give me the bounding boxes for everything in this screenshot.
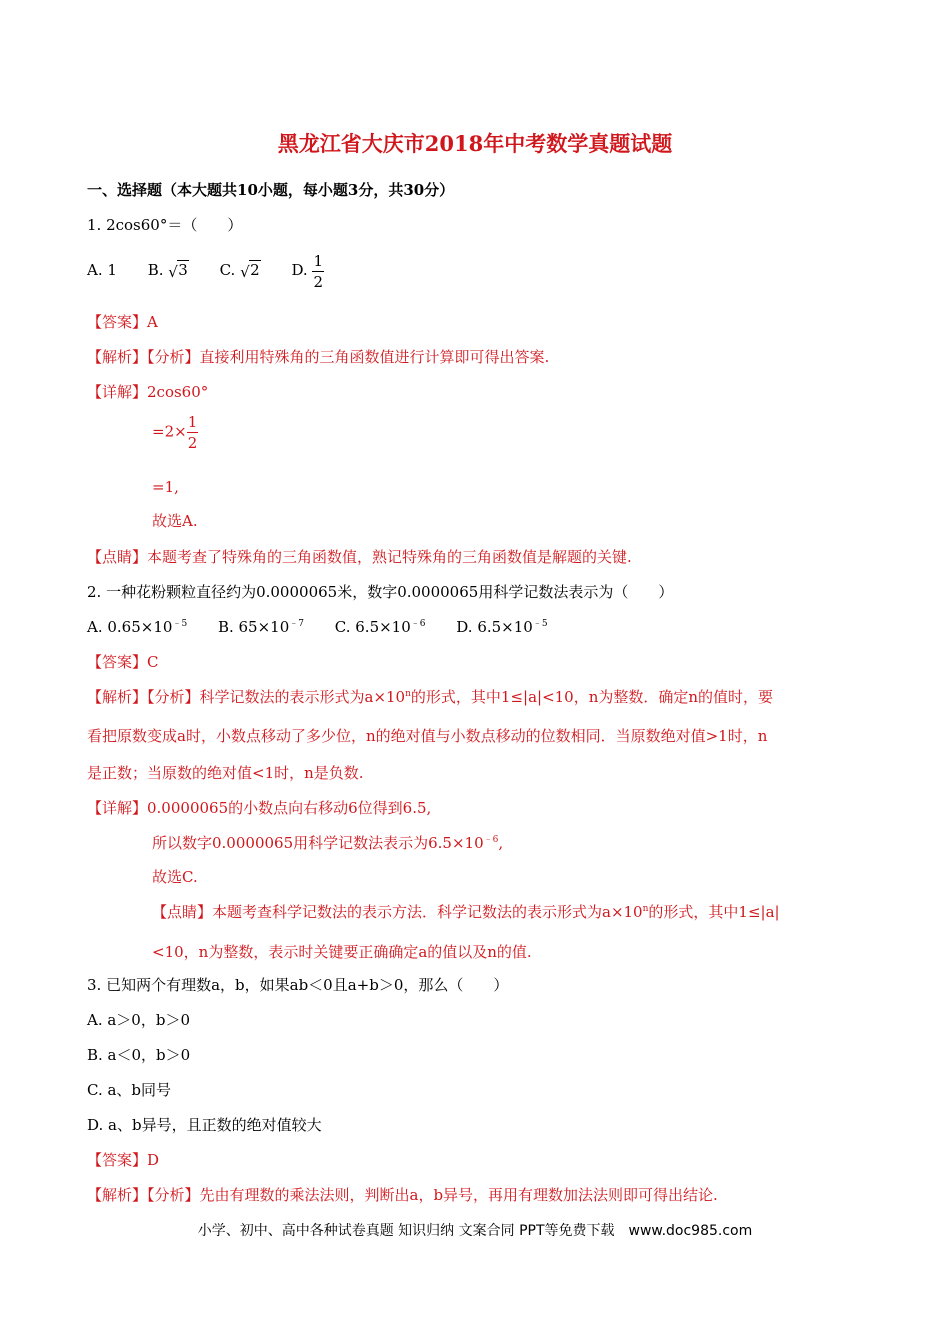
text: 的形式，其中1≤|a|<10，n为整数．确定n的值时，要 [410,688,774,706]
exponent: n [405,689,411,699]
radicand: 3 [178,261,188,279]
q1-options [87,250,350,292]
q2-answer: 【答案】C [87,653,159,671]
q1-comment: 【点睛】本题考查了特殊角的三角函数值，熟记特殊角的三角函数值是解题的关键. [87,548,632,566]
exponent: ﹣7 [289,619,304,629]
q2-option-a [87,617,187,637]
q1-step-2: =1, [152,478,179,496]
q1-option-c-label: C. [219,261,236,279]
numerator: 1 [187,413,198,431]
radicand: 2 [250,261,260,279]
section-heading: 一、选择题（本大题共10小题，每小题3分，共30分） [87,181,455,199]
q3-analysis: 【解析】【分析】先由有理数的乘法法则，判断出a，b异号，再用有理数加法法则即可得出结论. [87,1186,718,1204]
footer-banner: 小学、初中、高中各种试卷真题 知识归纳 文案合同 PPT等免费下载 www.doc985.com [197,1223,753,1239]
exponent: ﹣5 [172,619,188,629]
text: 【点睛】本题考查科学记数法的表示方法．科学记数法的表示形式为a×10 [152,903,643,921]
text: 所以数字0.0000065用科学记数法表示为6.5×10 [152,834,484,852]
numerator: 1 [313,251,324,270]
q2-stem: 2. 一种花粉颗粒直径约为0.0000065米，数字0.0000065用科学记数法表示为（ ） [87,583,674,601]
q1-option-d [291,250,324,292]
sqrt-2 [240,250,261,290]
q2-option-d [456,617,547,637]
exponent: ﹣6 [410,619,426,629]
q3-option-c: C. a、b同号 [87,1081,172,1099]
text: , [498,834,504,852]
q1-step-3: 故选A. [152,512,198,530]
option-text: A. 0.65×10 [87,618,173,636]
q1-option-c [220,250,261,290]
q1-option-a: A. 1 [87,261,117,279]
fraction [312,251,324,292]
q1-answer: 【答案】A [87,313,158,331]
page-title: 黑龙江省大庆市2018年中考数学真题试题 [277,131,673,156]
step-text: =2× [152,422,187,441]
q2-detail-line-2 [152,833,503,853]
denominator: 2 [313,272,324,291]
text: 的形式，其中1≤|a| [648,903,780,921]
q1-option-b-label: B. [147,261,164,279]
q2-option-c [335,617,426,637]
q2-analysis-line-1 [87,687,773,707]
q2-analysis-line-3: 是正数；当原数的绝对值<1时，n是负数. [87,764,364,782]
exponent: ﹣6 [483,835,499,845]
q1-stem: 1. 2cos60°＝（ ） [87,216,243,234]
q2-options [87,617,574,637]
q3-option-b: B. a＜0，b＞0 [87,1046,191,1064]
q2-comment-line-2: <10，n为整数，表示时关键要正确确定a的值以及n的值. [152,943,532,961]
q1-option-b [148,250,189,290]
exponent: ﹣5 [532,619,548,629]
q2-option-b [218,617,304,637]
option-text: B. 65×10 [217,618,290,636]
q2-comment-line-1 [152,902,780,922]
q3-option-a: A. a＞0，b＞0 [87,1011,191,1029]
option-text: C. 6.5×10 [334,618,411,636]
q2-detail-line-1: 【详解】0.0000065的小数点向右移动6位得到6.5, [87,799,432,817]
q1-detail: 【详解】2cos60° [87,383,209,401]
fraction [187,412,199,453]
q2-analysis-line-2: 看把原数变成a时，小数点移动了多少位，n的绝对值与小数点移动的位数相同．当原数绝对值>1时，n [87,727,768,745]
q1-analysis: 【解析】【分析】直接利用特殊角的三角函数值进行计算即可得出答案. [87,348,550,366]
text: 【解析】【分析】科学记数法的表示形式为a×10 [87,688,406,706]
exponent: n [642,904,649,914]
q3-answer: 【答案】D [87,1151,160,1169]
q3-option-d: D. a、b异号，且正数的绝对值较大 [87,1116,322,1134]
q3-stem: 3. 已知两个有理数a，b，如果ab＜0且a+b＞0，那么（ ） [87,976,509,994]
denominator: 2 [187,434,198,452]
q2-detail-line-3: 故选C. [152,868,198,886]
q1-step-1 [152,412,198,453]
option-text: D. 6.5×10 [456,618,533,636]
sqrt-3 [168,250,189,290]
q1-option-d-label: D. [291,261,308,279]
